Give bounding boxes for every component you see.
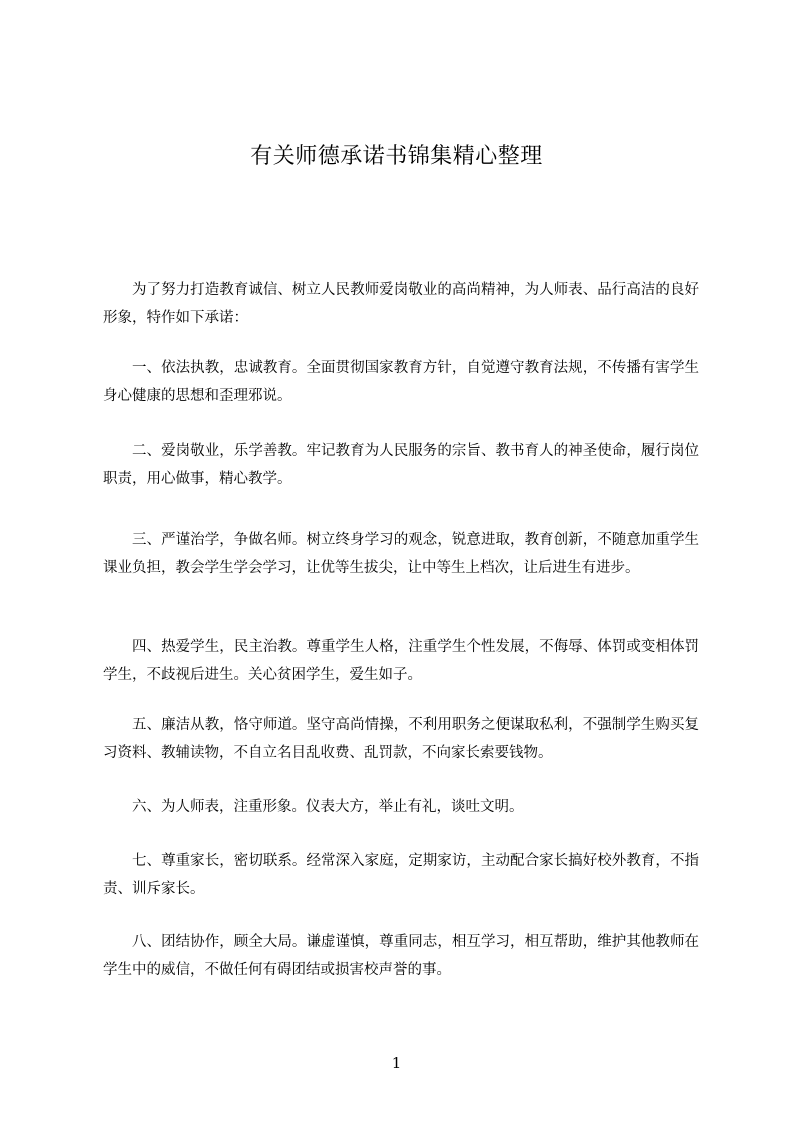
page-number: 1 <box>391 1054 402 1072</box>
intro-paragraph: 为了努力打造教育诚信、树立人民教师爱岗敬业的高尚精神，为人师表、品行高洁的良好形象，特作如下承诺： <box>103 282 699 326</box>
commitment-paragraph-8: 八、团结协作，顾全大局。谦虚谨慎，尊重同志，相互学习，相互帮助，维护其他教师在学生中的威信，不做任何有碍团结或损害校声誉的事。 <box>103 934 699 978</box>
document-title: 有关师德承诺书锦集精心整理 <box>250 144 543 169</box>
commitment-paragraph-4: 四、热爱学生，民主治教。尊重学生人格，注重学生个性发展，不侮辱、体罚或变相体罚学生，不歧视后进生。关心贫困学生，爱生如子。 <box>103 639 699 683</box>
commitment-paragraph-5: 五、廉洁从教，恪守师道。坚守高尚情操，不利用职务之便谋取私利，不强制学生购买复习资料、教辅读物，不自立名目乱收费、乱罚款，不向家长索要钱物。 <box>103 717 699 761</box>
commitment-paragraph-3: 三、严谨治学，争做名师。树立终身学习的观念，锐意进取，教育创新，不随意加重学生课业负担，教会学生学会学习，让优等生拔尖，让中等生上档次，让后进生有进步。 <box>103 532 699 576</box>
commitment-paragraph-2: 二、爱岗敬业，乐学善教。牢记教育为人民服务的宗旨、教书育人的神圣使命，履行岗位职责，用心做事，精心教学。 <box>103 443 699 487</box>
commitment-paragraph-1: 一、依法执教，忠诚教育。全面贯彻国家教育方针，自觉遵守教育法规，不传播有害学生身心健康的思想和歪理邪说。 <box>103 360 699 404</box>
commitment-paragraph-6: 六、为人师表，注重形象。仪表大方，举止有礼，谈吐文明。 <box>132 799 524 815</box>
commitment-paragraph-7: 七、尊重家长，密切联系。经常深入家庭，定期家访，主动配合家长搞好校外教育，不指责、训斥家长。 <box>103 853 699 897</box>
